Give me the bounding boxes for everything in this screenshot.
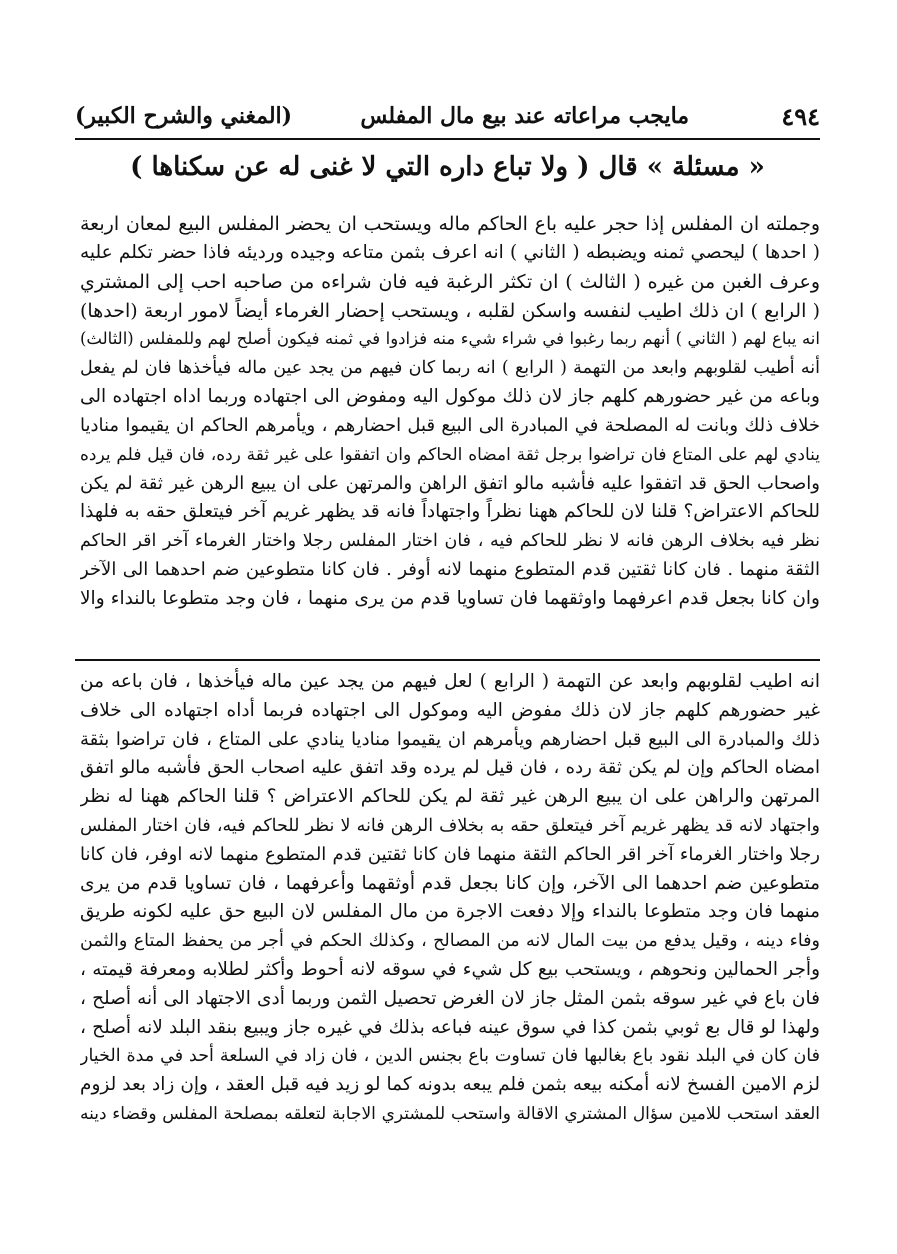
commentary-line: ذلك والمبادرة الى البيع قبل احضارهم ويأمرهم ان يقيموا مناديا ينادي على المتاع ، فان تراضوا بثقة	[80, 728, 820, 750]
text-line: ( احدها ) ليحصي ثمنه ويضبطه ( الثاني ) انه اعرف بثمن متاعه وجيده ورديئه فاذا حضر تكلم عليه	[80, 241, 820, 263]
text-line: واصحاب الحق قد اتفقوا عليه فأشبه مالو اتفق الراهن والمرتهن على ان يبيع الرهن غير ثقة لم يكن	[80, 472, 820, 494]
commentary-line: امضاه الحاكم وإن لم يكن ثقة رده ، فان قيل لم يرده وقد اتفق عليه اصحاب الحق فأشبه مالو اتفق	[80, 757, 820, 779]
page-number: ٤٩٤	[781, 101, 820, 131]
commentary-line: لزم الامين الفسخ لانه أمكنه بيعه بثمن فلم يبعه بدونه كما لو زيد فيه قبل العقد ، وإن زاد بعد لزوم	[80, 1074, 820, 1096]
commentary-line: فان باع في غير سوقه بثمن المثل جاز لان الغرض تحصيل الثمن وربما أدى الاجتهاد الى أنه أصلح ،	[80, 987, 820, 1009]
text-line: ( الرابع ) ان ذلك اطيب لنفسه واسكن لقلبه ، ويستحب إحضار الغرماء أيضاً لامور اربعة (احدها)	[80, 299, 820, 322]
text-line: نظر فيه بخلاف الرهن فانه لا نظر للحاكم فيه ، فان اختار المفلس رجلا واختار الغرماء آخر اقر الحاكم	[80, 531, 820, 552]
text-line: وان كانا بجعل قدم اعرفهما واوثقهما فان تساويا قدم من يرى منهما ، فان وجد متطوعا بالنداء والا	[80, 587, 820, 609]
commentary-line: المرتهن والراهن على ان يبيع الرهن غير ثقة لم يكن للحاكم الاعتراض ؟ قلنا الحاكم ههنا له نظر	[80, 786, 820, 808]
commentary-text	[80, 668, 820, 1129]
text-line: خلاف ذلك وبانت له المصلحة في المبادرة الى البيع قبل احضارهم ، ويأمرهم الحاكم ان يقيموا مناديا	[80, 414, 820, 436]
commentary-line: غير حضورهم كلهم جاز لان ذلك مفوض اليه وموكول الى اجتهاده فربما أداه اجتهاده الى خلاف	[80, 699, 820, 721]
commentary-line: متطوعين ضم احدهما الى الآخر، وإن كانا بجعل قدم أوثقهما وأعرفهما ، فان تساويا قدم من يرى	[80, 872, 820, 894]
commentary-line: العقد استحب للامين سؤال المشتري الاقالة واستحب للمشتري الاجابة لتعلقه بمصلحة المفلس وقضاء دينه	[80, 1103, 820, 1124]
text-line: وعرف الغبن من غيره ( الثالث ) ان تكثر الرغبة فيه فان شراءه من صاحبه احب إلى المشتري	[80, 270, 820, 293]
text-line: الثقة منهما . فان كانا ثقتين قدم المتطوع منهما لانه أوفر . فان كانا متطوعين ضم احدهما الى الآخر	[80, 559, 820, 581]
commentary-line: انه اطيب لقلوبهم وابعد عن التهمة ( الرابع ) لعل فيهم من يجد عين ماله فيأخذها ، فان باعه من	[80, 671, 820, 692]
text-line: وجملته ان المفلس إذا حجر عليه باع الحاكم ماله ويستحب ان يحضر المفلس البيع لمعان اربعة	[80, 213, 820, 235]
commentary-line: وأجر الحمالين ونحوهم ، ويستحب بيع كل شيء في سوقه لانه أحوط وأكثر لطلابه ومعرفة قيمته ،	[80, 958, 820, 980]
commentary-line: منهما فان وجد متطوعا بالنداء وإلا دفعت الاجرة من مال المفلس لان البيع حق عليه لكونه طريق	[80, 901, 820, 923]
main-text	[80, 210, 820, 614]
running-title: مايجب مراعاته عند بيع مال المفلس	[360, 103, 690, 129]
text-line: انه يباع لهم ( الثاني ) أنهم ربما رغبوا في شراء شيء منه فزادوا في ثمنه فيكون أصلح لهم وللمفلس (الثالث)	[80, 329, 820, 349]
text-line: أنه أطيب لقلوبهم وابعد من التهمة ( الرابع ) انه ربما كان فيهم من يجد عين ماله فيأخذها فان لم يفعل	[80, 358, 820, 379]
commentary-line: رجلا واختار الغرماء آخر اقر الحاكم الثقة منهما فان كانا ثقتين قدم المتطوع منهما لانه اوفر، فان كانا	[80, 843, 820, 865]
text-line: ينادي لهم على المتاع فان تراضوا برجل ثقة امضاه الحاكم وان اتفقوا على غير ثقة رده، فان قيل فلم يرده	[80, 444, 820, 465]
commentary-line: وفاء دينه ، وقيل يدفع من بيت المال لانه من المصالح ، وكذلك الحكم في أجر من يحفظ المتاع والثمن	[80, 931, 820, 952]
commentary-line: فان كان في البلد نقود باع بغالبها فان تساوت باع بجنس الدين ، فان زاد في السلعة أحد في مدة الخيار	[80, 1046, 820, 1067]
text-line: للحاكم الاعتراض؟ قلنا لان للحاكم ههنا نظراً واجتهاداً فانه قد يظهر غريم آخر فيتعلق حقه به فلهذا	[80, 501, 820, 523]
section-title: « مسئلة » قال ( ولا تباع داره التي لا غنى له عن سكناها )	[130, 152, 765, 182]
book-title: (المغني والشرح الكبير)	[75, 103, 293, 129]
commentary-separator	[75, 659, 820, 661]
commentary-line: واجتهاد لانه قد يظهر غريم آخر فيتعلق حقه به بخلاف الرهن فانه لا نظر للحاكم فيه، فان اختار المفلس	[80, 815, 820, 836]
text-line: وباعه من غير حضورهم كلهم جاز لان ذلك موكول اليه ومفوض الى اجتهاده وربما اداه اجتهاده الى	[80, 386, 820, 408]
commentary-line: ولهذا لو قال بع ثوبي بثمن كذا في سوق عينه فباعه بذلك في غيره جاز ويبيع بنقد البلد لانه أصلح ،	[80, 1016, 820, 1038]
page-header	[75, 98, 820, 134]
header-rule	[75, 138, 820, 140]
